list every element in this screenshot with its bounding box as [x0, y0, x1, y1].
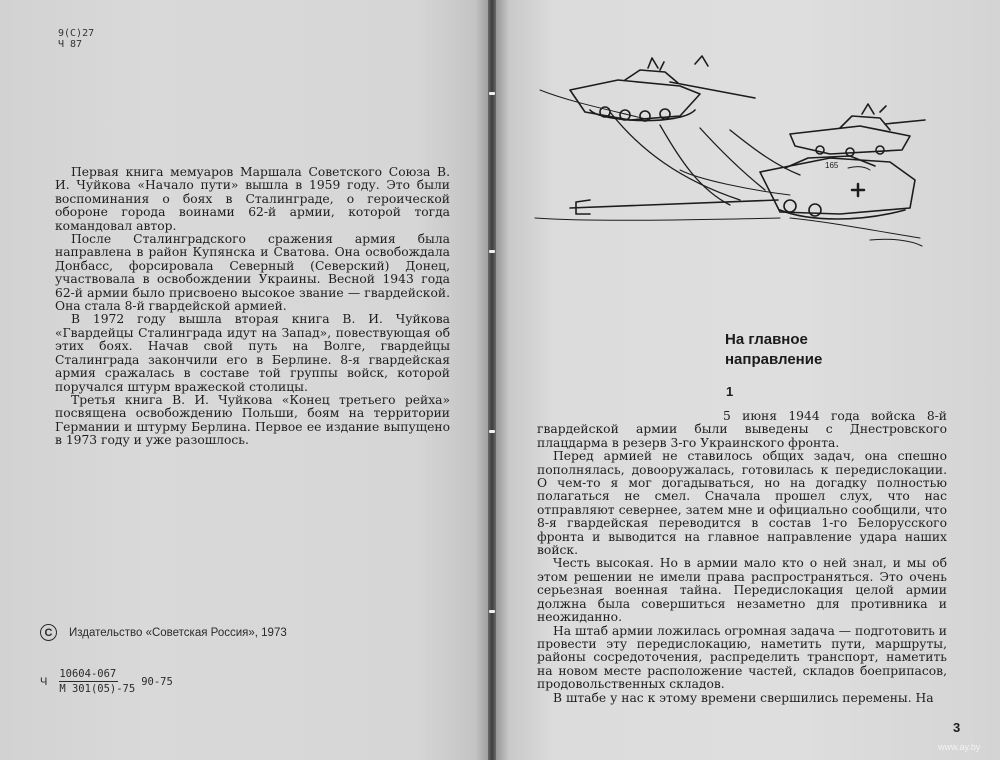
left-page — [0, 0, 490, 760]
copyright-line — [40, 624, 287, 641]
tank-illustration — [530, 50, 930, 260]
index-numerator: 10604-067 — [59, 668, 117, 680]
body-paragraph: В штабе у нас к этому времени свершились перемены. На — [553, 690, 934, 705]
udk-line: Ч 87 — [58, 39, 83, 50]
udk-code — [58, 28, 94, 50]
annotation-paragraph: Третья книга В. И. Чуйкова «Конец третьего рейха» посвящена освобождению Польши, боям на территории Германии и штурму Берлина. Первое ее издание выпущено в 1973 году и уже разошлось. — [55, 392, 450, 448]
annotation-text — [55, 166, 450, 448]
index-letter: Ч — [40, 675, 48, 688]
body-paragraph: 5 июня 1944 года войска 8-й гвардейской армии были выведены с Днестровского плацдарма в резерв 3-го Украинского фронта. — [537, 409, 947, 450]
body-paragraph: Перед армией не ставилось общих задач, она спешно пополнялась, довооружалась, готовилась к передислокации. О чем-то я мог догадываться, но на догадку полностью полагаться не смел. Сначала прошел слух, что нас отправляют севернее, затем мне и официально сообщили, что 8-я гвардейская переводится в состав 1-го Белорусского фронта и выводится на главное направление удара наших войск. — [537, 449, 947, 558]
index-tail: 90-75 — [141, 675, 173, 688]
chapter-body — [537, 410, 947, 705]
binding-stitch — [489, 92, 495, 95]
watermark: www.ay.by — [938, 742, 981, 752]
chapter-title-line: На главное — [725, 331, 808, 348]
section-number: 1 — [726, 384, 734, 399]
index-fraction — [59, 668, 135, 695]
page-number: 3 — [953, 720, 961, 735]
publisher-text: Издательство «Советская Россия», 1973 — [69, 626, 287, 639]
chapter-title — [725, 330, 925, 370]
index-denominator: М 301(05)-75 — [59, 683, 136, 695]
copyright-icon: C — [40, 624, 57, 641]
binding-stitch — [489, 250, 495, 253]
tank-sketch-middle — [790, 104, 925, 156]
catalog-index — [40, 668, 173, 695]
annotation-paragraph: После Сталинградского сражения армия была направлена в район Купянска и Сватова. Она освобождала Донбасс, форсировала Северный (Северский) Донец, участвовала в освобождении Украины. Весной 1943 года 62-й армии было присвоено высокое звание — гвардейской. Она стала 8-й гвардейской армией. — [55, 232, 450, 314]
udk-line: 9(С)27 — [58, 28, 95, 39]
book-spine — [488, 0, 496, 760]
binding-stitch — [489, 610, 495, 613]
body-paragraph: Честь высокая. Но в армии мало кто о ней знал, и мы об этом решении не имели права распространяться. Это очень серьезная военная тайна. Передислокация целой армии должна была совершиться незаметно для противника и неожиданно. — [537, 556, 947, 625]
tank-sketch-top — [570, 56, 755, 121]
annotation-paragraph: В 1972 году вышла вторая книга В. И. Чуйкова «Гвардейцы Сталинграда идут на Запад», повествующая об этих боях. Начав свой путь на Волге, гвардейцы Сталинграда закончили его в Берлине. 8-я гвардейская армия сражалась в составе той группы войск, которой поручался штурм вражеской столицы. — [55, 312, 450, 394]
binding-stitch — [489, 430, 495, 433]
annotation-paragraph: Первая книга мемуаров Маршала Советского Союза В. И. Чуйкова «Начало пути» вышла в 1959 году. Это были воспоминания о боях в Сталинграде, о героической обороне города воинами 62-й армии, которой тогда командовал автор. — [55, 165, 450, 233]
chapter-title-line: направление — [725, 351, 823, 368]
body-paragraph: На штаб армии ложилась огромная задача — подготовить и провести эту передислокацию, наметить пути, маршруты, районы сосредоточения, распределить транспорт, наметить на новом месте расположение частей, складов боеприпасов, продовольственных складов. — [537, 623, 947, 692]
tank-number: 165 — [825, 161, 839, 170]
